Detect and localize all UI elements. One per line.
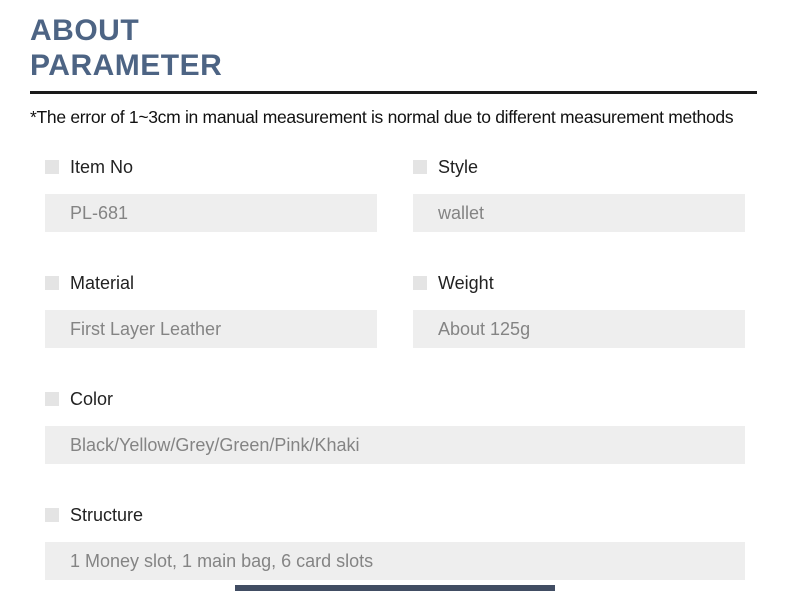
title-divider [30,91,757,94]
parameter-fields [30,157,760,580]
field-value-text: wallet [438,202,485,223]
field-value-text: About 125g [438,318,531,339]
field-label [45,505,745,525]
measurement-note: *The error of 1~3cm in manual measurement is normal due to different measurement methods [30,107,734,127]
field-label [45,389,745,409]
field-label [413,273,745,293]
bullet-square-icon [413,160,427,174]
page-title [30,13,760,83]
field-value-box [45,542,745,580]
field-value-text: Black/Yellow/Grey/Green/Pink/Khaki [70,434,360,455]
field-structure [45,505,745,580]
field-label [45,273,377,293]
bullet-square-icon [45,508,59,522]
field-label-text: Style [438,156,479,177]
page-title-line2: PARAMETER [30,49,223,82]
field-item-no [45,157,377,232]
field-value-box [45,310,377,348]
field-value-box [45,426,745,464]
field-value-box [413,310,745,348]
field-label-text: Item No [70,156,134,177]
page-title-line1: ABOUT [30,14,140,47]
field-style [413,157,745,232]
field-label [45,157,377,177]
field-weight [413,273,745,348]
bullet-square-icon [45,276,59,290]
field-label-text: Material [70,272,135,293]
bullet-square-icon [45,160,59,174]
field-label-text: Weight [438,272,494,293]
field-value-box [413,194,745,232]
bullet-square-icon [45,392,59,406]
field-label [413,157,745,177]
bullet-square-icon [413,276,427,290]
field-material [45,273,377,348]
field-value-text: 1 Money slot, 1 main bag, 6 card slots [70,550,374,571]
bottom-divider-bar [235,585,555,591]
field-value-box [45,194,377,232]
field-label-text: Structure [70,504,144,525]
field-color [45,389,745,464]
field-value-text: PL-681 [70,202,129,223]
field-label-text: Color [70,388,114,409]
field-value-text: First Layer Leather [70,318,222,339]
